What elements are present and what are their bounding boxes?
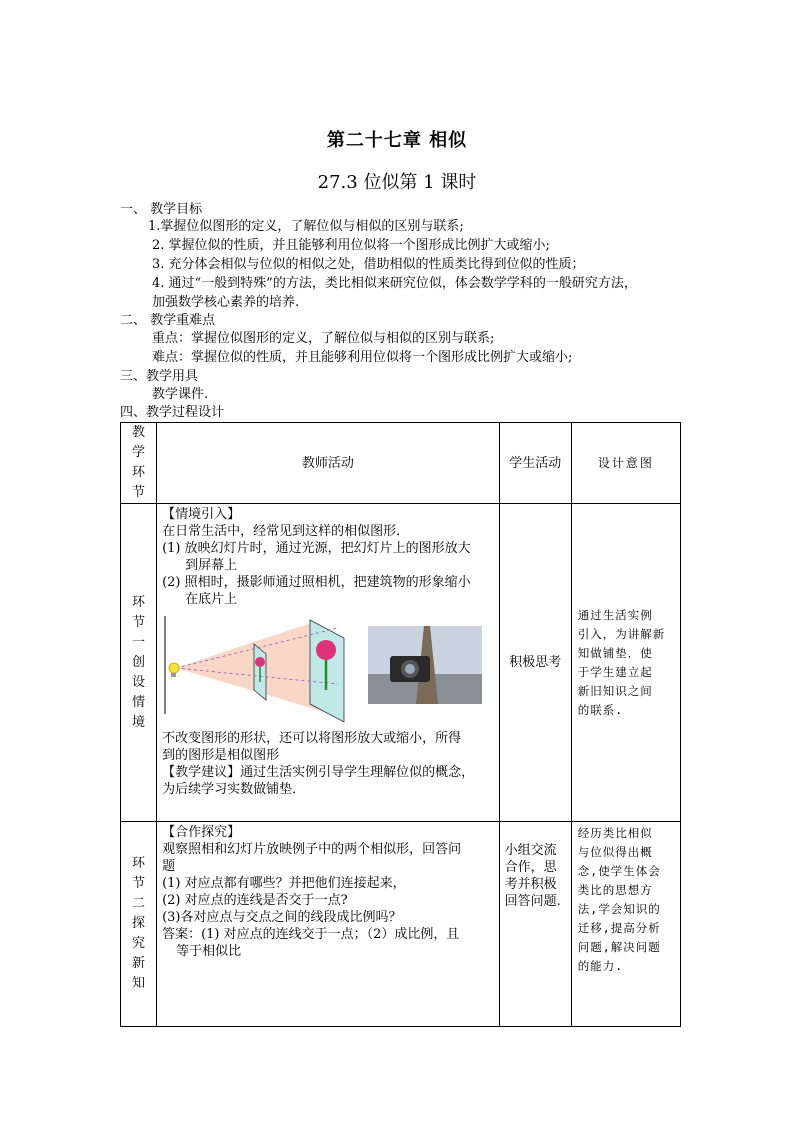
tools-item: 教学课件. — [152, 387, 209, 402]
section-keypoints-title: 二、 教学重难点 — [120, 313, 216, 328]
header-teacher: 教师活动 — [157, 423, 500, 504]
keypoint-item: 难点：掌握位似的性质，并且能够利用位似将一个图形成比例扩大或缩小; — [152, 350, 573, 365]
large-flower-icon — [316, 640, 336, 660]
lesson-title: 27.3 位似第 1 课时 — [317, 172, 477, 193]
section-tools-title: 三、教学用具 — [120, 369, 199, 384]
section-objectives-title: 一、 教学目标 — [120, 202, 203, 217]
table-row — [121, 504, 681, 822]
objective-item: 1.掌握位似图形的定义，了解位似与相似的区别与联系; — [148, 219, 464, 234]
stage-cell: 环节二探究新知 — [121, 822, 157, 1027]
small-flower-icon — [255, 657, 265, 667]
teacher-cell: 【合作探究】 观察照相和幻灯片放映例子中的两个相似形，回答问 题 (1) 对应点都有哪些？并把他们连接起来， (2) 对应点的连线是否交于一点? (3)各对应点与交点之间的线段成比例吗？ 答案：(1) 对应点的连线交于一点；（2）成比例，且 等于相似比 — [157, 822, 500, 1027]
objective-item: 加强数学核心素养的培养. — [152, 295, 300, 310]
table-header-row — [121, 423, 681, 504]
header-stage: 教学环节 — [121, 423, 157, 504]
student-cell: 积极思考 — [499, 504, 571, 822]
projection-diagram — [162, 614, 492, 730]
objective-item: 3. 充分体会相似与位似的相似之处，借助相似的性质类比得到位似的性质； — [152, 257, 585, 272]
chapter-title: 第二十七章 相似 — [326, 130, 468, 151]
keypoint-item: 重点：掌握位似图形的定义，了解位似与相似的区别与联系; — [152, 331, 495, 346]
illustration — [162, 614, 494, 730]
table-row — [121, 822, 681, 1027]
section-process-title: 四、教学过程设计 — [120, 405, 225, 420]
student-cell: 小组交流 合作，思 考并积极 回答问题. — [499, 822, 571, 1027]
light-bulb-icon — [169, 663, 179, 673]
design-cell: 通过生活实例 引入，为讲解新 知做铺垫．使 于学生建立起 新旧知识之间 的联系. — [571, 504, 680, 822]
teacher-cell: 【情境引入】 在日常生活中，经常见到这样的相似图形． (1) 放映幻灯片时，通过光源，把幻灯片上的图形放大 到屏幕上 (2) 照相时，摄影师通过照相机，把建筑物的形象缩小 在底片上 不改变图形的形状，还可以将图形放大或缩小，所得 到的图形是相似图形 【教学建议】通过生活实例引导学生理解位似的概念， 为后续学习实数做铺垫． — [157, 504, 500, 822]
design-cell: 经历类比相似 与位似得出概 念,使学生体会 类比的思想方 法,学会知识的 迁移,提高分析 问题,解决问题 的能力. — [571, 822, 680, 1027]
stage-cell: 环节一创设情境 — [121, 504, 157, 822]
camera-photo — [368, 626, 482, 704]
header-design: 设计意图 — [571, 423, 680, 504]
lesson-plan-table — [120, 422, 681, 1027]
objective-item: 2. 掌握位似的性质，并且能够利用位似将一个图形成比例扩大或缩小; — [152, 238, 550, 253]
objective-item: 4. 通过“一般到特殊”的方法，类比相似来研究位似，体会数学学科的一般研究方法， — [152, 276, 637, 291]
header-student: 学生活动 — [499, 423, 571, 504]
